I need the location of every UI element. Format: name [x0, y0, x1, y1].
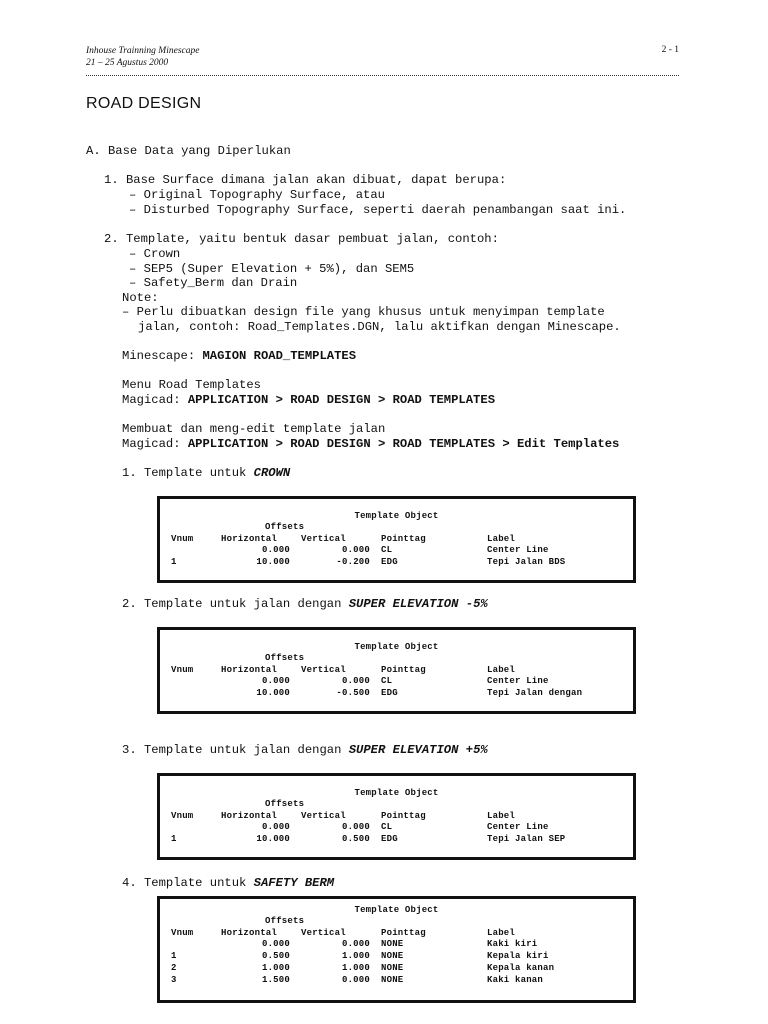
- minescape-command-line: [122, 349, 356, 363]
- cell-vnum: 2: [171, 963, 177, 973]
- cell-label: Kaki kiri: [487, 939, 538, 949]
- col-vnum: Vnum: [171, 534, 194, 544]
- minescape-command: MAGION ROAD_TEMPLATES: [202, 349, 357, 363]
- col-horizontal: Horizontal: [221, 665, 278, 675]
- cell-horizontal: 10.000: [256, 834, 290, 844]
- cell-vnum: 1: [171, 834, 177, 844]
- table-caption: Template Object: [354, 905, 439, 915]
- header-course-block: [86, 45, 199, 69]
- item2-bullet-3: – Safety_Berm dan Drain: [129, 276, 298, 290]
- magicad-command-1: APPLICATION > ROAD DESIGN > ROAD TEMPLATES: [187, 393, 496, 407]
- cell-horizontal: 0.000: [261, 822, 290, 832]
- template-4-heading: [122, 876, 334, 890]
- cell-pointtag: CL: [381, 822, 393, 832]
- header-course: Inhouse Trainning Minescape: [86, 46, 200, 56]
- note-line-1: – Perlu dibuatkan design file yang khusus untuk menyimpan template: [122, 305, 605, 319]
- menu-title: Menu Road Templates: [122, 378, 261, 392]
- edit-title: Membuat dan meng-edit template jalan: [122, 422, 386, 436]
- cell-vertical: -0.200: [336, 557, 370, 567]
- cell-label: Kepala kanan: [487, 963, 555, 973]
- cell-label: Tepi Jalan SEP: [487, 834, 566, 844]
- col-pointtag: Pointtag: [381, 665, 426, 675]
- cell-vertical: 0.000: [341, 975, 370, 985]
- item1-bullet-1: – Original Topography Surface, atau: [129, 188, 385, 202]
- cell-pointtag: CL: [381, 545, 393, 555]
- cell-label: Kepala kiri: [487, 951, 549, 961]
- template-2-heading: [122, 597, 488, 611]
- cell-vertical: 1.000: [341, 963, 370, 973]
- cell-label: Kaki kanan: [487, 975, 544, 985]
- item2-bullet-1: – Crown: [129, 247, 181, 261]
- template-1-table: [157, 496, 636, 583]
- table-offsets-label: Offsets: [265, 799, 305, 809]
- table-caption: Template Object: [354, 511, 439, 521]
- col-vertical: Vertical: [301, 928, 346, 938]
- minescape-prefix: Minescape:: [122, 349, 203, 363]
- item1-bullet-2: – Disturbed Topography Surface, seperti daerah penambangan saat ini.: [129, 203, 627, 217]
- item1-text: 1. Base Surface dimana jalan akan dibuat, dapat berupa:: [104, 173, 507, 187]
- cell-pointtag: CL: [381, 676, 393, 686]
- cell-horizontal: 0.500: [261, 951, 290, 961]
- cell-vertical: -0.500: [336, 688, 370, 698]
- template-3-prefix: 3. Template untuk jalan dengan: [122, 743, 349, 757]
- cell-horizontal: 10.000: [256, 688, 290, 698]
- cell-vertical: 0.000: [341, 939, 370, 949]
- cell-vertical: 0.500: [341, 834, 370, 844]
- cell-horizontal: 0.000: [261, 545, 290, 555]
- cell-vertical: 0.000: [341, 822, 370, 832]
- col-label: Label: [487, 928, 516, 938]
- header-page-number: 2 - 1: [661, 45, 679, 55]
- col-label: Label: [487, 534, 516, 544]
- item2-bullet-2: – SEP5 (Super Elevation + 5%), dan SEM5: [129, 262, 415, 276]
- cell-horizontal: 10.000: [256, 557, 290, 567]
- magicad-prefix: Magicad:: [122, 393, 188, 407]
- magicad-prefix: Magicad:: [122, 437, 188, 451]
- cell-pointtag: NONE: [381, 975, 404, 985]
- cell-vertical: 0.000: [341, 676, 370, 686]
- template-2-name: SUPER ELEVATION -5%: [348, 597, 488, 611]
- template-1-prefix: 1. Template untuk: [122, 466, 254, 480]
- magicad-command-2: APPLICATION > ROAD DESIGN > ROAD TEMPLATES > Edit Templates: [187, 437, 620, 451]
- template-3-table: [157, 773, 636, 860]
- cell-vertical: 1.000: [341, 951, 370, 961]
- cell-pointtag: EDG: [381, 688, 398, 698]
- magicad-command-1-line: [122, 393, 495, 407]
- col-vnum: Vnum: [171, 928, 194, 938]
- table-offsets-label: Offsets: [265, 916, 305, 926]
- template-3-heading: [122, 743, 488, 757]
- col-label: Label: [487, 665, 516, 675]
- col-pointtag: Pointtag: [381, 534, 426, 544]
- col-vnum: Vnum: [171, 665, 194, 675]
- cell-label: Tepi Jalan BDS: [487, 557, 566, 567]
- cell-pointtag: NONE: [381, 939, 404, 949]
- col-vertical: Vertical: [301, 534, 346, 544]
- cell-vertical: 0.000: [341, 545, 370, 555]
- header-dates: 21 – 25 Agustus 2000: [86, 58, 169, 68]
- cell-horizontal: 1.500: [261, 975, 290, 985]
- template-4-name: SAFETY BERM: [253, 876, 335, 890]
- note-line-2: jalan, contoh: Road_Templates.DGN, lalu aktifkan dengan Minescape.: [138, 320, 621, 334]
- table-caption: Template Object: [354, 788, 439, 798]
- page-title: ROAD DESIGN: [86, 95, 202, 112]
- template-3-name: SUPER ELEVATION +5%: [348, 743, 488, 757]
- col-vertical: Vertical: [301, 665, 346, 675]
- cell-label: Tepi Jalan dengan: [487, 688, 583, 698]
- cell-label: Center Line: [487, 676, 549, 686]
- col-horizontal: Horizontal: [221, 811, 278, 821]
- template-4-table: [157, 896, 636, 1003]
- cell-vnum: 1: [171, 557, 177, 567]
- template-1-heading: [122, 466, 290, 480]
- table-caption: Template Object: [354, 642, 439, 652]
- col-vnum: Vnum: [171, 811, 194, 821]
- cell-horizontal: 0.000: [261, 939, 290, 949]
- cell-pointtag: EDG: [381, 834, 398, 844]
- col-pointtag: Pointtag: [381, 928, 426, 938]
- cell-label: Center Line: [487, 545, 549, 555]
- cell-pointtag: EDG: [381, 557, 398, 567]
- template-4-prefix: 4. Template untuk: [122, 876, 254, 890]
- section-a-heading: A. Base Data yang Diperlukan: [86, 144, 291, 158]
- cell-vnum: 3: [171, 975, 177, 985]
- cell-horizontal: 0.000: [261, 676, 290, 686]
- col-horizontal: Horizontal: [221, 928, 278, 938]
- col-horizontal: Horizontal: [221, 534, 278, 544]
- col-label: Label: [487, 811, 516, 821]
- table-offsets-label: Offsets: [265, 653, 305, 663]
- template-1-name: CROWN: [253, 466, 291, 480]
- cell-pointtag: NONE: [381, 951, 404, 961]
- header-divider: [86, 75, 679, 76]
- cell-vnum: 1: [171, 951, 177, 961]
- note-label: Note:: [122, 291, 159, 305]
- cell-pointtag: NONE: [381, 963, 404, 973]
- col-vertical: Vertical: [301, 811, 346, 821]
- template-2-table: [157, 627, 636, 714]
- item2-text: 2. Template, yaitu bentuk dasar pembuat jalan, contoh:: [104, 232, 499, 246]
- col-pointtag: Pointtag: [381, 811, 426, 821]
- magicad-command-2-line: [122, 437, 619, 451]
- cell-horizontal: 1.000: [261, 963, 290, 973]
- table-offsets-label: Offsets: [265, 522, 305, 532]
- cell-label: Center Line: [487, 822, 549, 832]
- template-2-prefix: 2. Template untuk jalan dengan: [122, 597, 349, 611]
